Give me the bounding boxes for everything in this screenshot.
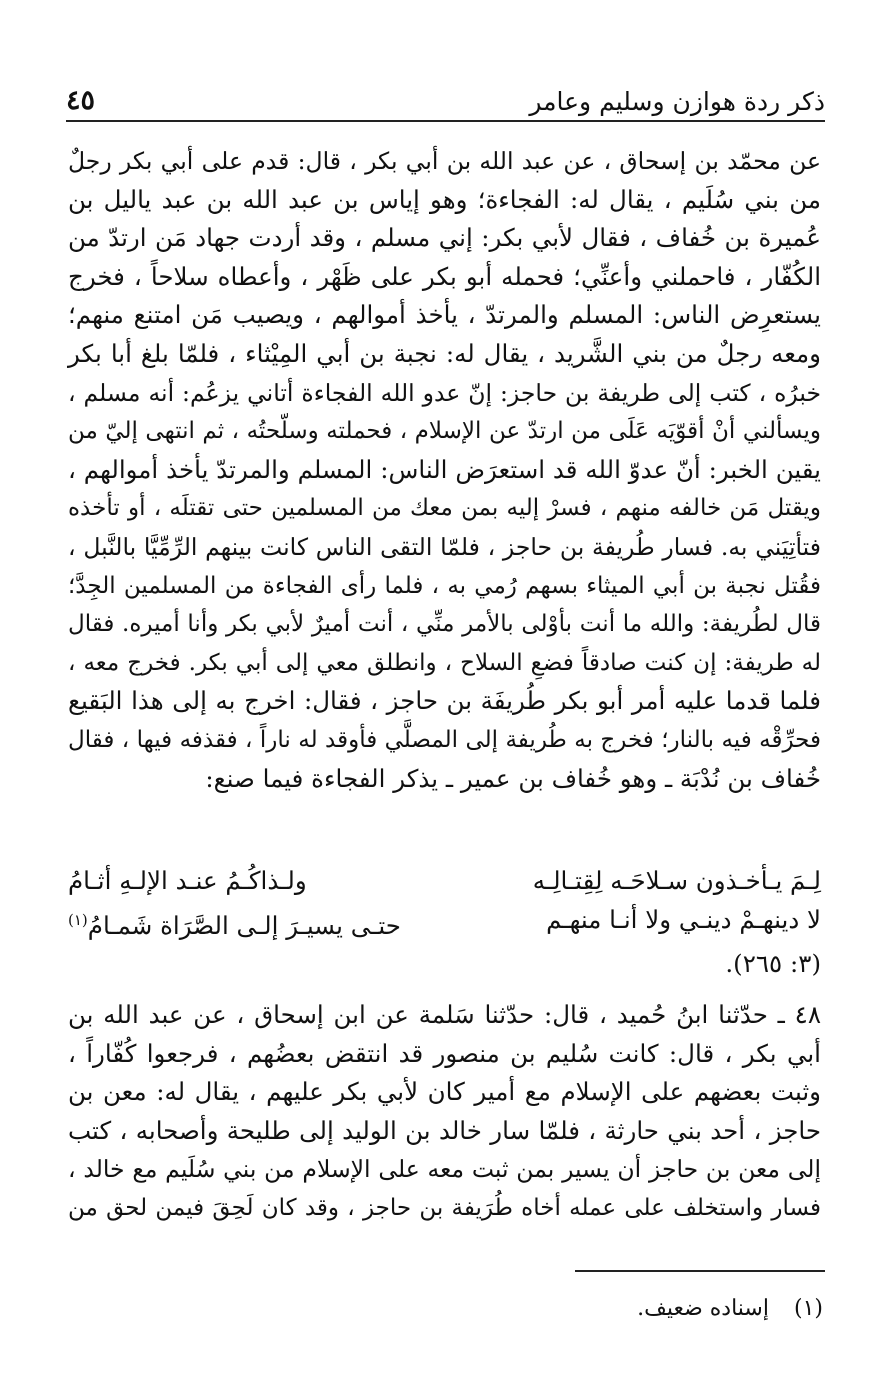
footnote-divider xyxy=(575,1270,825,1272)
text-line: فلما قدما عليه أمر أبو بكر طُريفَة بن حاجز ، فقال: اخرج به إلى هذا البَقيع xyxy=(68,686,821,716)
verse-line xyxy=(68,901,821,946)
hemistich-second-wrap xyxy=(68,901,401,946)
hemistich-first: لا دينهـمْ دينـي ولا أنـا منهـم xyxy=(546,904,821,934)
text-line: فقُتل نجبة بن أبي الميثاء بسهم رُمي به ، فلما رأى الفجاءة من المسلمين الجِدَّ؛ xyxy=(68,572,821,599)
text-line: من بني سُلَيم ، يقال له: الفجاءة؛ وهو إياس بن عبد الله بن عبد ياليل بن xyxy=(68,184,821,214)
page-header xyxy=(66,76,825,122)
text-line: خُفاف بن نُدْبَة ـ وهو خُفاف بن عمير ـ يذكر الفجاءة فيما صنع: xyxy=(205,763,821,793)
text-line: ٤٨ ـ حدّثنا ابنُ حُميد ، قال: حدّثنا سَلمة عن ابن إسحاق ، عن عبد الله بن xyxy=(68,1000,821,1029)
text-line: له طريفة: إن كنت صادقاً فضعِ السلاح ، وانطلق معي إلى أبي بكر. فخرج معه ، xyxy=(68,649,821,676)
text-line: حاجز ، أحد بني حارثة ، فلمّا سار خالد بن الوليد إلى طليحة وأصحابه ، كتب xyxy=(68,1115,821,1145)
footnote-number: (١) xyxy=(793,1296,823,1321)
hemistich-second: ولـذاكُـمُ عنـد الإلـهِ أثـامُ xyxy=(68,866,307,895)
text-line: عن محمّد بن إسحاق ، عن عبد الله بن أبي بكر ، قال: قدم على أبي بكر رجلٌ xyxy=(68,147,821,175)
source-reference: (٣: ٢٦٥). xyxy=(725,949,821,979)
footnote-text: إسناده ضعيف. xyxy=(637,1296,769,1321)
text-line: يقين الخبر: أنّ عدوّ الله قد استعرَض الناس: المسلم والمرتدّ يأخذ أموالهم ، xyxy=(68,454,821,484)
hemistich-second: حتـى يسيـرَ إلـى الصَّرَاة شَمـامُ xyxy=(87,910,401,940)
text-line: عُميرة بن خُفاف ، فقال لأبي بكر: إني مسلم ، وقد أردت جهاد مَن ارتدّ من xyxy=(68,223,821,253)
paragraph-hadith-48 xyxy=(68,996,821,1228)
text-line: قال لطُريفة: والله ما أنت بأوْلى بالأمر منِّي ، أنت أميرٌ لأبي بكر وأنا أميره. فقال xyxy=(68,611,821,638)
text-line: فتأتِيَني به. فسار طُريفة بن حاجز ، فلمّا التقى الناس كانت بينهم الرِّمِّيَّا بالنَّبل ، xyxy=(68,532,821,561)
footnote-marker: (١) xyxy=(68,910,88,929)
text-line: فحرِّقْه فيه بالنار؛ فخرج به طُريفة إلى المصلَّي فأوقد له ناراً ، فقذفه فيها ، فقال xyxy=(68,726,821,753)
footnote xyxy=(637,1296,823,1321)
verse-line xyxy=(68,862,821,901)
text-line: ويقتل مَن خالفه منهم ، فسرْ إليه بمن معك من المسلمين حتى تقتلَه ، أو تأخذه xyxy=(68,495,821,522)
text-line: أبي بكر ، قال: كانت سُليم بن منصور قد انتقض بعضُهم ، فرجعوا كُفّاراً ، xyxy=(68,1038,821,1068)
text-line: فسار واستخلف على عمله أخاه طُرَيفة بن حاجز ، وقد كان لَحِقَ فيمن لحق من xyxy=(68,1194,821,1221)
text-line: إلى معن بن حاجز أن يسير بمن ثبت معه على الإسلام من بني سُلَيم مع خالد ، xyxy=(68,1155,821,1184)
running-title: ذكر ردة هوازن وسليم وعامر xyxy=(529,87,825,116)
text-line: يستعرِض الناس: المسلم والمرتدّ ، يأخذ أموالهم ، ويصيب مَن امتنع منهم؛ xyxy=(68,300,821,330)
text-line: الكُفّار ، فاحملني وأعنِّي؛ فحمله أبو بكر على ظَهْر ، وأعطاه سلاحاً ، فخرج xyxy=(68,261,821,291)
text-line: وثبت بعضهم على الإسلام مع أمير كان لأبي بكر عليهم ، يقال له: معن بن xyxy=(68,1077,821,1107)
poem-verse xyxy=(68,862,821,984)
text-line: خبرُه ، كتب إلى طريفة بن حاجز: إنّ عدو الله الفجاءة أتاني يزعُم: أنه مسلم ، xyxy=(68,378,821,407)
page-number: ٤٥ xyxy=(66,85,96,116)
paragraph-narration xyxy=(68,142,821,798)
hemistich-first: لِـمَ يـأخـذون سـلاحَـه لِقِتـالِـه xyxy=(532,866,821,895)
text-line: ومعه رجلٌ من بني الشَّريد ، يقال له: نجبة بن أبي المِيْثاء ، فلمّا بلغ أبا بكر xyxy=(68,338,821,368)
text-line: ويسألني أنْ أقوّيَه عَلَى من ارتدّ عن الإسلام ، فحملته وسلّحتُه ، ثم انتهى إليّ من xyxy=(68,418,821,445)
